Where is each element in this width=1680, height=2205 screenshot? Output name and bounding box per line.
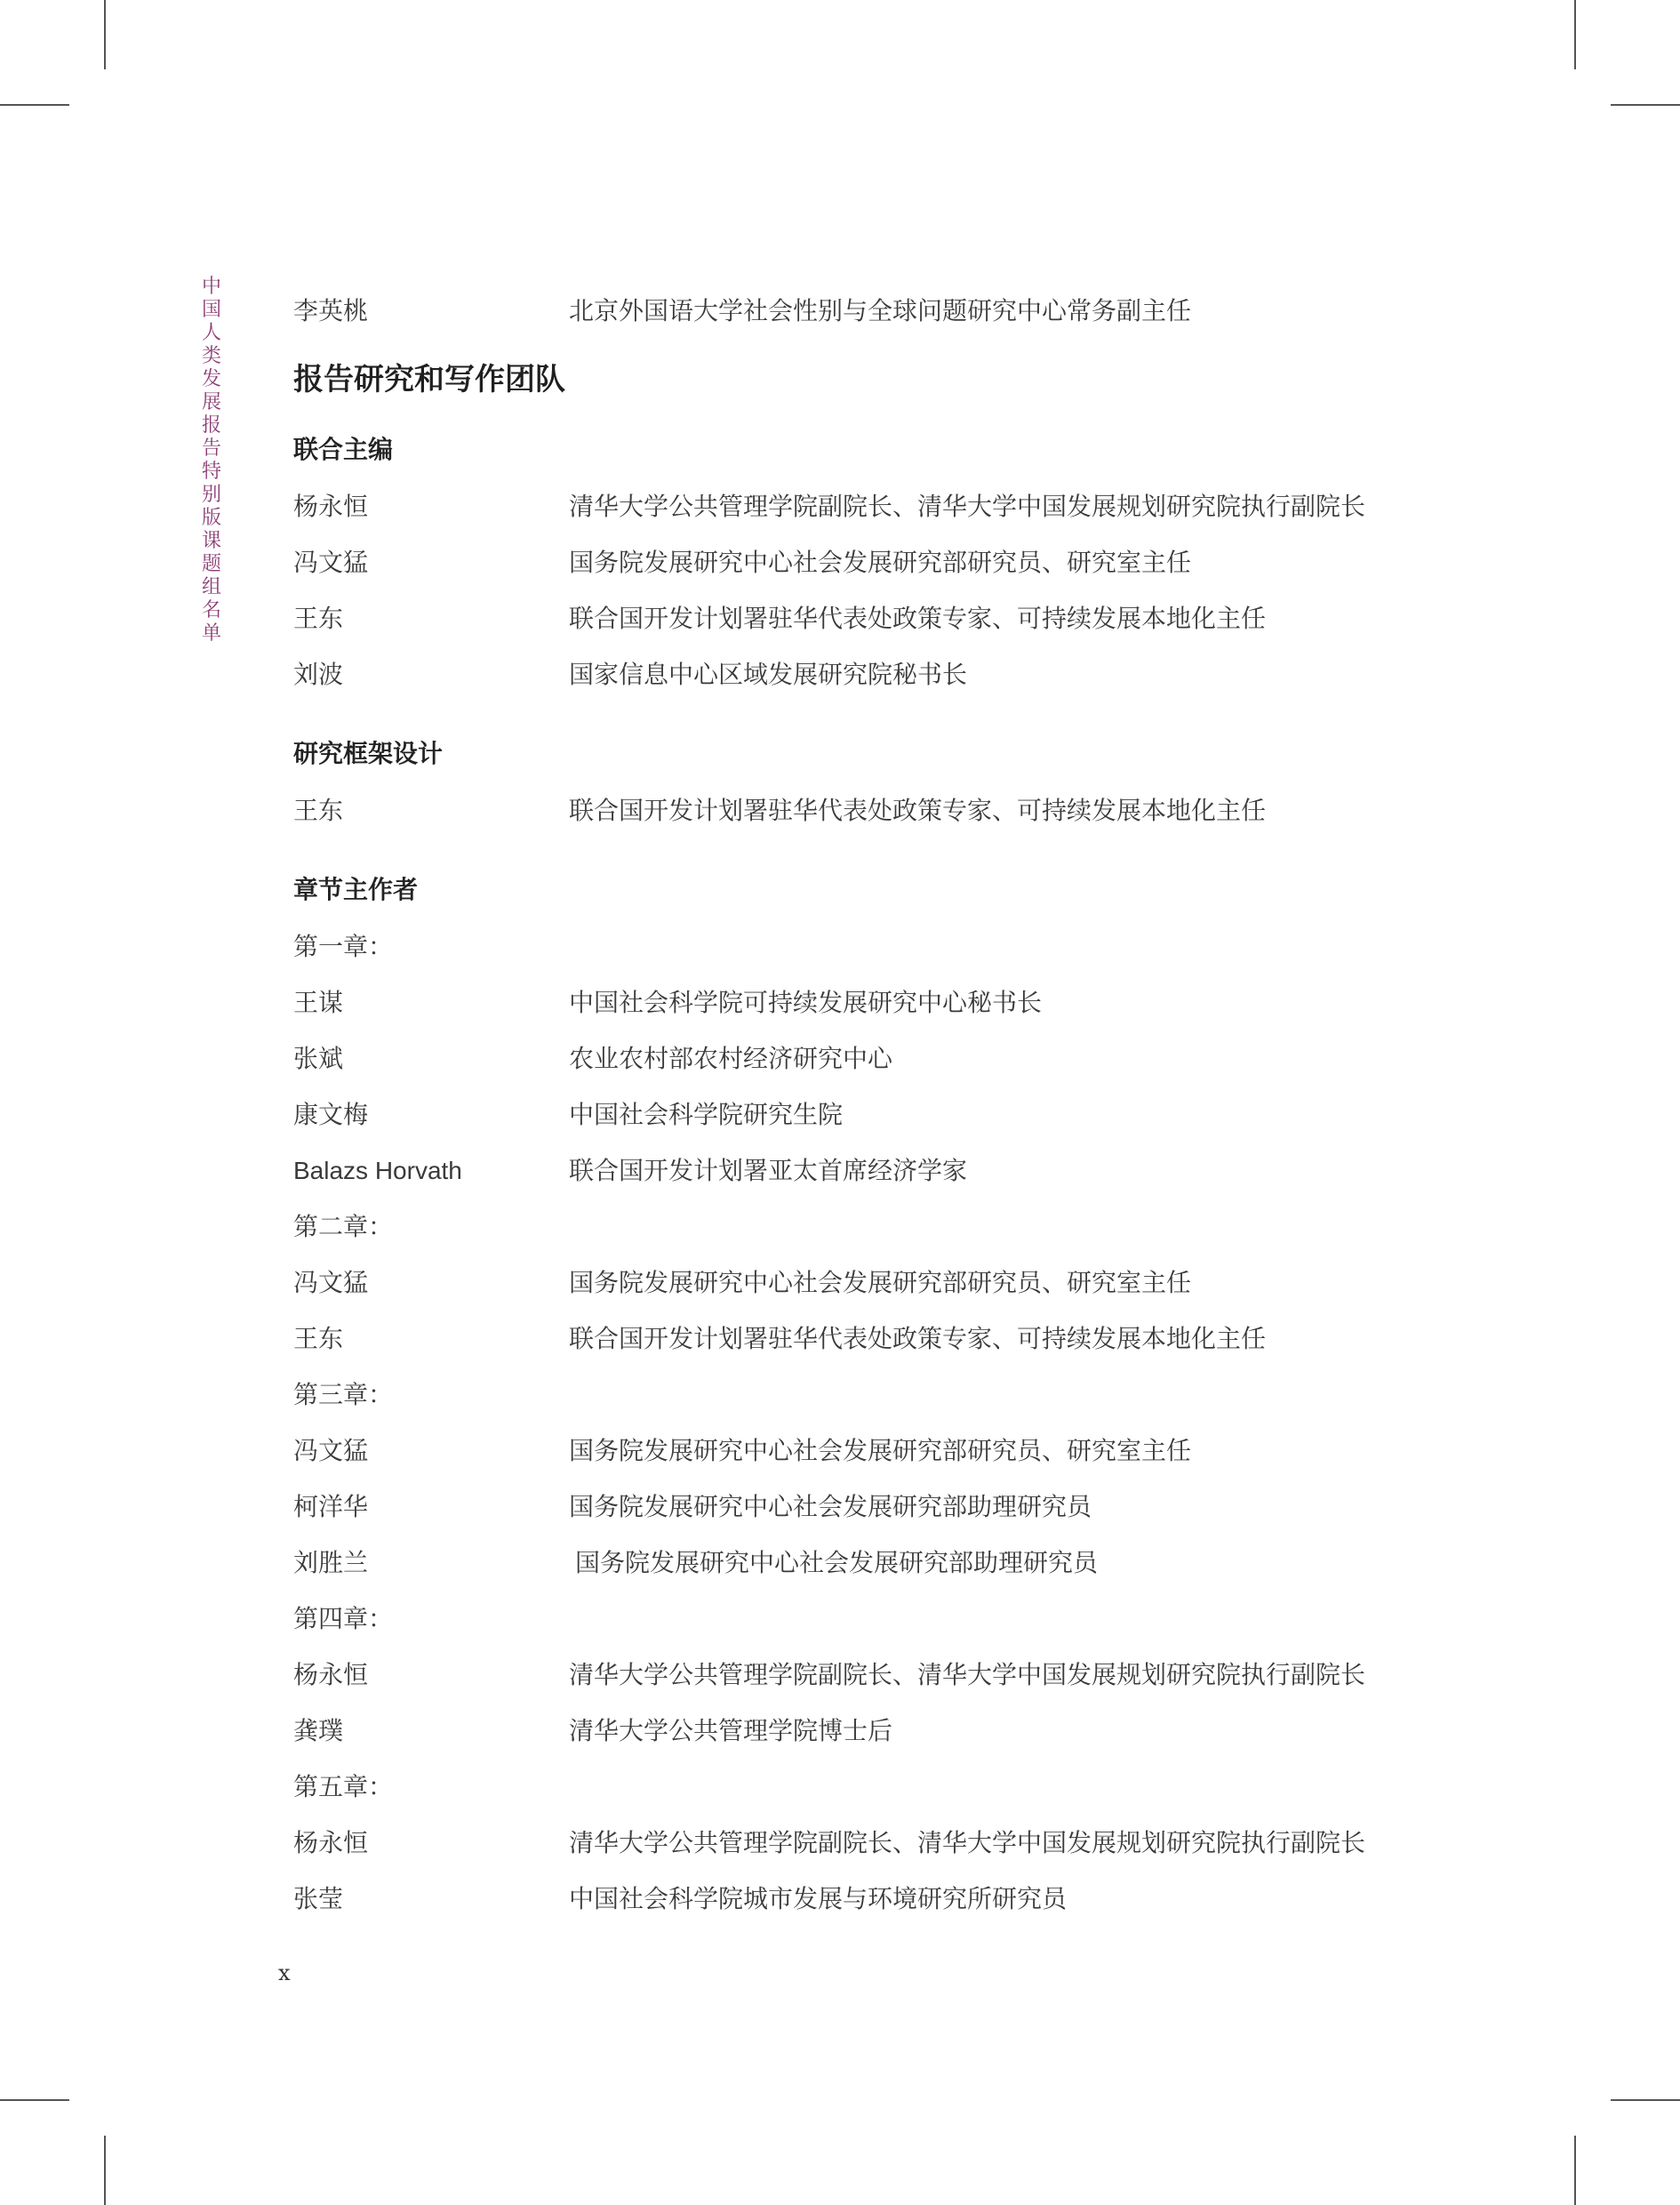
member-name: 柯洋华	[293, 1492, 369, 1521]
crop-mark-bottom-left-vertical	[104, 2136, 106, 2205]
member-affiliation: 农业农村部农村经济研究中心	[569, 1044, 893, 1073]
member-name: 刘胜兰	[293, 1548, 369, 1577]
member-row	[293, 646, 1449, 702]
member-name: 王东	[293, 604, 344, 633]
member-name: 张莹	[293, 1884, 344, 1913]
member-name: 张斌	[293, 1044, 344, 1073]
member-affiliation: 北京外国语大学社会性别与全球问题研究中心常务副主任	[569, 296, 1192, 325]
member-name: Balazs Horvath	[293, 1157, 462, 1184]
member-affiliation: 清华大学公共管理学院副院长、清华大学中国发展规划研究院执行副院长	[569, 492, 1366, 521]
member-name: 刘波	[293, 660, 344, 689]
member-row	[293, 590, 1449, 646]
document-content	[293, 283, 1449, 1927]
member-name: 杨永恒	[293, 1660, 369, 1689]
member-affiliation: 国务院发展研究中心社会发展研究部助理研究员	[575, 1548, 1099, 1577]
chapter-label: 第二章：	[293, 1212, 394, 1241]
member-row	[293, 1423, 1449, 1479]
member-affiliation: 清华大学公共管理学院副院长、清华大学中国发展规划研究院执行副院长	[569, 1660, 1366, 1689]
member-affiliation: 联合国开发计划署驻华代表处政策专家、可持续发展本地化主任	[569, 796, 1267, 825]
member-affiliation: 国务院发展研究中心社会发展研究部研究员、研究室主任	[569, 1268, 1192, 1297]
crop-mark-bottom-right-vertical	[1574, 2136, 1576, 2205]
member-name: 王东	[293, 1324, 344, 1353]
member-row	[293, 1871, 1449, 1927]
member-row	[293, 1086, 1449, 1143]
member-affiliation: 国务院发展研究中心社会发展研究部研究员、研究室主任	[569, 548, 1192, 577]
member-name: 冯文猛	[293, 1268, 369, 1297]
member-affiliation: 中国社会科学院城市发展与环境研究所研究员	[569, 1884, 1068, 1913]
crop-mark-top-right-horizontal	[1611, 104, 1680, 106]
member-row	[293, 1143, 1449, 1199]
member-name: 冯文猛	[293, 548, 369, 577]
member-name: 康文梅	[293, 1100, 369, 1129]
member-row	[293, 1030, 1449, 1086]
chapter-label: 第三章：	[293, 1380, 394, 1409]
member-row	[293, 283, 1449, 339]
member-affiliation: 清华大学公共管理学院副院长、清华大学中国发展规划研究院执行副院长	[569, 1828, 1366, 1857]
member-name: 杨永恒	[293, 492, 369, 521]
section-gap	[293, 838, 1449, 855]
crop-mark-top-right-vertical	[1574, 0, 1576, 69]
page-number: x	[278, 1960, 291, 1985]
member-affiliation: 联合国开发计划署亚太首席经济学家	[569, 1156, 968, 1185]
section-heading: 报告研究和写作团队	[293, 362, 565, 397]
crop-mark-top-left-vertical	[104, 0, 106, 69]
member-affiliation: 联合国开发计划署驻华代表处政策专家、可持续发展本地化主任	[569, 604, 1267, 633]
member-affiliation: 国家信息中心区域发展研究院秘书长	[569, 660, 968, 689]
member-name: 李英桃	[293, 296, 369, 325]
member-row	[293, 1479, 1449, 1535]
chapter-label: 第一章：	[293, 932, 394, 961]
member-affiliation: 联合国开发计划署驻华代表处政策专家、可持续发展本地化主任	[569, 1324, 1267, 1353]
member-row	[293, 478, 1449, 534]
subsection-heading-chapter-authors: 章节主作者	[293, 875, 419, 904]
section-gap	[293, 702, 1449, 719]
member-row	[293, 1535, 1449, 1591]
member-name: 冯文猛	[293, 1436, 369, 1465]
chapter-label: 第四章：	[293, 1604, 394, 1633]
member-row	[293, 974, 1449, 1030]
subsection-heading-co-editors: 联合主编	[293, 435, 394, 464]
member-affiliation: 清华大学公共管理学院博士后	[569, 1716, 893, 1745]
member-name: 王东	[293, 796, 344, 825]
crop-mark-bottom-right-horizontal	[1611, 2099, 1680, 2101]
member-affiliation: 中国社会科学院可持续发展研究中心秘书长	[569, 988, 1043, 1017]
chapter-label: 第五章：	[293, 1772, 394, 1801]
member-row	[293, 1255, 1449, 1311]
subsection-heading-framework-design: 研究框架设计	[293, 739, 444, 768]
member-row	[293, 534, 1449, 590]
member-name: 龚璞	[293, 1716, 344, 1745]
member-affiliation: 国务院发展研究中心社会发展研究部研究员、研究室主任	[569, 1436, 1192, 1465]
member-row	[293, 1815, 1449, 1871]
member-row	[293, 1703, 1449, 1759]
member-row	[293, 1311, 1449, 1367]
crop-mark-top-left-horizontal	[0, 104, 69, 106]
member-name: 王谋	[293, 988, 344, 1017]
crop-mark-bottom-left-horizontal	[0, 2099, 69, 2101]
member-name: 杨永恒	[293, 1828, 369, 1857]
member-row	[293, 782, 1449, 838]
member-affiliation: 中国社会科学院研究生院	[569, 1100, 844, 1129]
member-affiliation: 国务院发展研究中心社会发展研究部助理研究员	[569, 1492, 1092, 1521]
side-running-title: 中国人类发展报告特别版课题组名单	[201, 276, 221, 645]
member-row	[293, 1647, 1449, 1703]
